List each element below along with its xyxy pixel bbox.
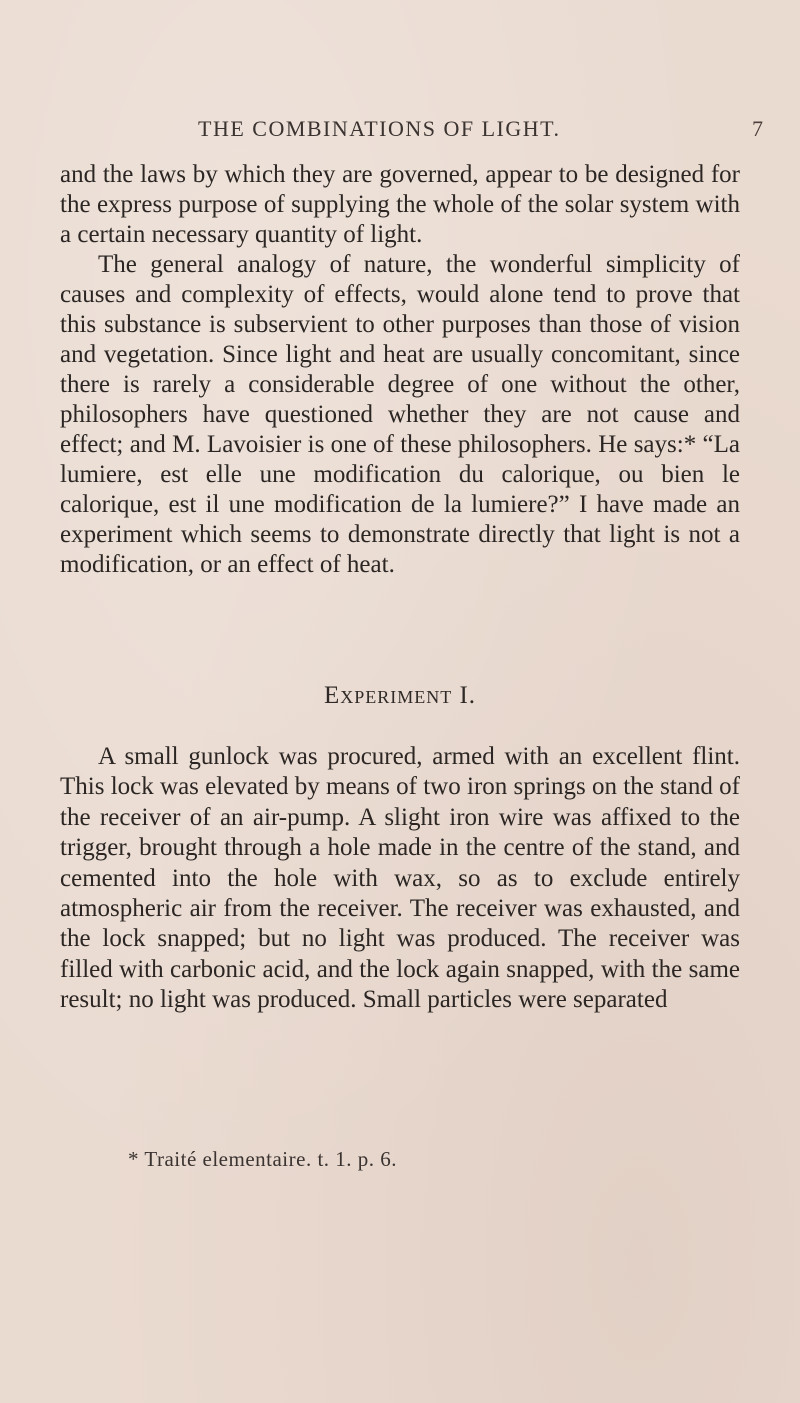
section-heading: Experiment I. (323, 682, 477, 709)
body-text (60, 160, 740, 580)
paragraph-continued: and the laws by which they are governed, appear to be designed for the express purpose of supplying the whole of the solar system with a certain necessary quantity of light. (60, 161, 740, 248)
running-head (0, 116, 800, 146)
footnote: * Traité elementaire. t. 1. p. 6. (128, 1147, 398, 1171)
running-title: THE COMBINATIONS OF LIGHT. (198, 116, 561, 141)
experiment-paragraph: A small gunlock was procured, armed with an excellent flint. This lock was elevated by means of two iron springs on the stand of the receiver of an air-pump. A slight iron wire was affixed to the trigger, brought through a hole made in the centre of the stand, and cemented into the hole with wax, so as to exclude entirely atmospheric air from the receiver. The receiver was exhausted, and the lock snapped; but no light was produced. The receiver was filled with carbonic acid, and the lock again snapped, with the same result; no light was produced. Small particles were separated (60, 743, 740, 1014)
paragraph-analogy: The general analogy of nature, the wonderful simplicity of causes and complexity of effects, would alone tend to prove that this substance is subservient to other purposes than those of vision and vegetation. Since light and heat are usually concomitant, since there is rarely a considerable degree of one without the other, philosophers have questioned whether they are not cause and effect; and M. Lavoisier is one of these philosophers. He says:* “La lumiere, est elle une modification du calorique, ou bien le calorique, est il une modification de la lumiere?” I have made an experiment which seems to demonstrate directly that light is not a modification, or an effect of heat. (60, 251, 740, 578)
page-number: 7 (752, 116, 763, 141)
